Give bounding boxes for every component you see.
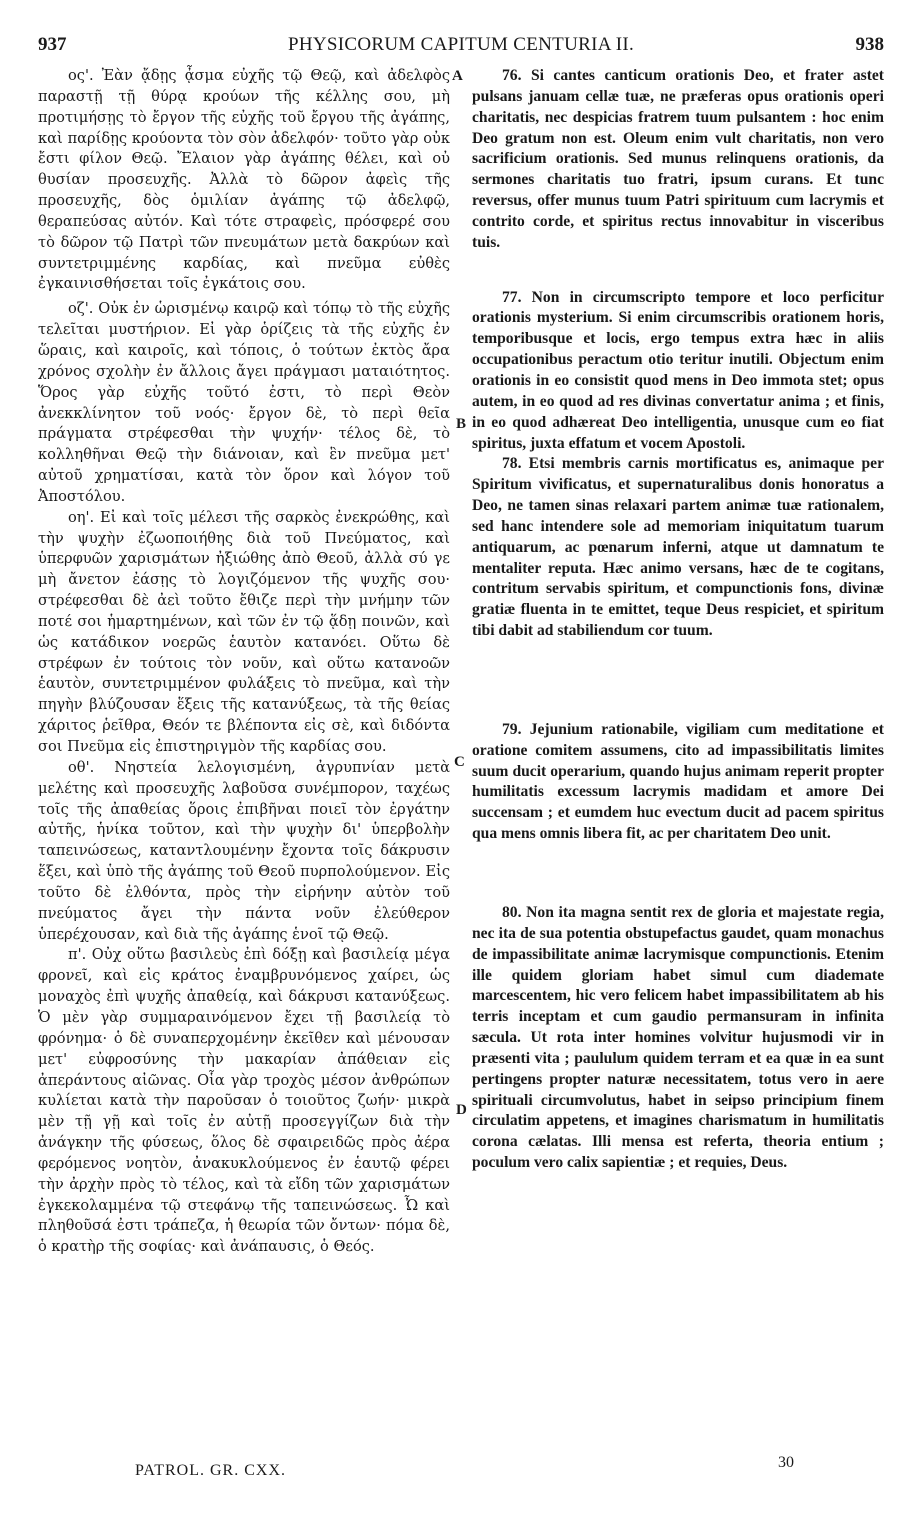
- greek-paragraph-76: ος'. Ἐὰν ᾄδῃς ᾆσμα εὐχῆς τῷ Θεῷ, καὶ ἀδελφὸς παραστῇ τῇ θύρᾳ κρούων τῆς κέλλης σου, μὴ προτιμήσῃς τὸ ἔργον τῆς εὐχῆς τοῦ ἔργου τῆς ἀγάπης, καὶ παρίδῃς κρούοντα τὸν σὸν ἀδελφόν· τοῦτο γὰρ οὐκ ἔστι φίλον Θεῷ. Ἔλαιον γὰρ ἀγάπης θέλει, καὶ οὐ θυσίαν προσευχῆς. Ἀλλὰ τὸ δῶρον ἀφεὶς τῆς προσευχῆς, δὸς ὁμιλίαν ἀγάπης τῷ ἀδελφῷ, θεραπεύσας αὐτόν. Καὶ τότε στραφεὶς, πρόσφερέ σου τὸ δῶρον τῷ Πατρὶ τῶν πνευμάτων μετὰ δακρύων καὶ συντετριμμένης καρδίας, καὶ πνεῦμα εὐθὲς ἐγκαινισθήσεται τοῖς ἐγκάτοις σου.: [38, 67, 450, 293]
- latin-paragraph-78: 78. Etsi membris carnis mortificatus es, animaque per Spiritum vivificatus, et supernaturalibus donis honoratus a Deo, ne tamen sinas relaxari partem animæ tuæ rationalem, sed hanc intendere sole ad memoriam iniquitatum tuarum antiquarum, ac pœnarum inferni, atque ut damnatum te mentaliter reputa. Hæc animo versans, hæc de te cogitans, contritum servabis spiritum, et compunctionis fons, divinæ gratiæ fluenta in te emittet, teque Deus respiciet, et spiritum tibi dabit ad stabiliendum cor tuum.: [472, 455, 884, 640]
- latin-paragraph-76: 76. Si cantes canticum orationis Deo, et frater astet pulsans januam cellæ tuæ, ne præferas opus orationis operi charitatis, nec despicias fratrem tuum pulsantem : hoc enim Deo gratum non est. Oleum enim vult charitatis, non vero sacrificium orationis. Sed munus relinquens orationis, da sermones charitatis tuo fratri, ipsum curans. Et tunc reversus, offer munus tuum Patri spirituum cum lacrymis et contrito corde, et spiritus rectus innovabitur in visceribus tuis.: [472, 67, 884, 251]
- margin-letter-a: A: [452, 68, 463, 84]
- latin-column: [472, 66, 884, 1174]
- latin-paragraph-77: 77. Non in circumscripto tempore et loco perficitur orationis mysterium. Si enim circumscribis orationem horis, temporibusque et locis, ergo tempus extra hæc in aliis occupationibus peractum otio teritur inutili. Objectum enim orationis in eo consistit quod mens in Deo immota stet; opus autem, in eo quod ad res divinas convertatur anima ; et finis, in eo quod adhæreat Deo intelligentia, unusque cum eo fiat spiritus, juxta effatum et vocem Apostoli.: [472, 288, 884, 452]
- greek-paragraph-77: οζ'. Οὐκ ἐν ὡρισμένῳ καιρῷ καὶ τόπῳ τὸ τῆς εὐχῆς τελεῖται μυστήριον. Εἰ γὰρ ὁρίζεις τὰ τῆς εὐχῆς ἐν ὥραις, καὶ καιροῖς, καὶ τόποις, ὁ τούτων ἐκτὸς ἄρα χρόνος σχολὴν ἐν ἄλλοις ἄγει πράγμασι ματαιότητος. Ὅρος γὰρ εὐχῆς τοῦτό ἐστι, τὸ περὶ Θεὸν ἀνεκκλίνητον τοῦ νοός· ἔργον δὲ, τὸ περὶ θεῖα πράγματα στρέφεσθαι τὴν ψυχήν· τέλος δὲ, τὸ κολληθῆναι Θεῷ τὴν διάνοιαν, καὶ ἓν πνεῦμα μετ' αὐτοῦ χρηματίσαι, κατὰ τὸν ὅρον καὶ λόγον τοῦ Ἀποστόλου.: [38, 300, 450, 505]
- running-header: [38, 34, 884, 60]
- margin-letter-b: B: [456, 416, 467, 432]
- margin-letter-c: C: [454, 754, 465, 770]
- latin-paragraph-79: 79. Jejunium rationabile, vigiliam cum meditatione et oratione comitem assumens, cito ad impassibilitatis limites suum ducit operarium, quando hujus animam reperit propter humilitatis excessum lacrymis madidam et amore Dei succensam ; et eumdem huc evectum ducit ad pacem spiritus qua mens omnis libera fit, ac per charitatem Deo unit.: [472, 720, 884, 843]
- page-number-right: 938: [855, 34, 884, 55]
- greek-column: [38, 66, 450, 1258]
- greek-paragraph-78: οη'. Εἰ καὶ τοῖς μέλεσι τῆς σαρκὸς ἐνεκρώθης, καὶ τὴν ψυχὴν ἐζωοποιήθης διὰ τοῦ Πνεύματος, καὶ ὑπερφυῶν χαρισμάτων ἠξιώθης ἀπὸ Θεοῦ, ἀλλὰ σύ γε μὴ ἄνετον ἐάσῃς τὸ λογιζόμενον τῆς ψυχῆς σου· στρέφεσθαι δὲ ἀεὶ τοῦτο ἔθιζε περὶ τὴν μνήμην τῶν ποτέ σοι ἡμαρτημένων, καὶ τῶν ἐν τῷ ᾅδῃ ποινῶν, καὶ ὡς κατάδικον νοερῶς ἑαυτὸν κατανόει. Οὕτω δὲ στρέφων ἐν τούτοις τὸν νοῦν, καὶ οὕτω κατανοῶν ἑαυτὸν, συντετριμμένον φυλάξεις τὸ πνεῦμα, καὶ τὴν πηγὴν βλύζουσαν ἕξεις τῆς κατανύξεως, τὰ τῆς θείας χάριτος ῥεῖθρα, Θεόν τε βλέποντα εἰς σὲ, καὶ διδόντα σοι Πνεῦμα εἰς ἐπιστηριγμὸν τῆς καρδίας σου.: [38, 508, 450, 755]
- latin-paragraph-80: 80. Non ita magna sentit rex de gloria et majestate regia, nec ita de sua potentia obstupefactus gaudet, quam monachus de impassibilitate animæ lacrymisque compunctionis. Etenim ille quidem gloriam habet simul cum diademate marcescentem, hic vero felicem habet impassibilitatem ab his terris inceptam et cum gaudio permansuram in infinita sæcula. Ut rota inter homines volvitur hujusmodi vir in præsenti vita ; paululum quidem terram et ea quæ in ea sunt pertingens propter naturæ necessitatem, totus vero in aere spirituali circumvolutus, habet in seipso principium finem circulatim appetens, et imagines charismatum in humilitatis corona cælatas. Illi mensa est referta, theoria entium ; poculum vero calix sapientiæ ; et requies, Deus.: [472, 904, 884, 1172]
- footer-series-label: PATROL. GR. CXX.: [135, 1462, 286, 1479]
- footer-signature-number: 30: [778, 1454, 794, 1471]
- greek-paragraph-80: π'. Οὐχ οὕτω βασιλεὺς ἐπὶ δόξῃ καὶ βασιλείᾳ μέγα φρονεῖ, καὶ εἰς κράτος ἐναμβρυνόμενος χαίρει, ὡς μοναχὸς ἐπὶ ψυχῆς ἀπαθείᾳ, καὶ δάκρυσι κατανύξεως. Ὁ μὲν γὰρ συμμαραινόμενον ἔχει τῇ βασιλείᾳ τὸ φρόνημα· ὁ δὲ συναπερχομένην ἐκεῖθεν καὶ μένουσαν μετ' εὐφροσύνης τὴν μακαρίαν ἀπάθειαν εἰς ἀπεράντους αἰῶνας. Οἷα γὰρ τροχὸς μέσον ἀνθρώπων κυλίεται κατὰ τὴν παροῦσαν ὁ τοιοῦτος ζωήν· μικρὰ μὲν τῇ γῇ καὶ τοῖς ἐν αὐτῇ προσεγγίζων διὰ τὴν ἀνάγκην τῆς φύσεως, ὅλος δὲ σφαιρειδῶς πρὸς ἀέρα φερόμενος νοητὸν, ἀνακυκλούμενος ἐν ἑαυτῷ φέρει τὴν ἀρχὴν πρὸς τὸ τέλος, καὶ τὰ εἴδη τῶν χαρισμάτων ἐγκεκολαμμένα τῷ στεφάνῳ τῆς ταπεινώσεως. Ὦ καὶ πληθοῦσά ἐστι τράπεζα, ἡ θεωρία τῶν ὄντων· πόμα δὲ, ὁ κρατὴρ τῆς σοφίας· καὶ ἀνάπαυσις, ὁ Θεός.: [38, 946, 450, 1256]
- page-number-left: 937: [38, 34, 67, 55]
- greek-paragraph-79: οθ'. Νηστεία λελογισμένη, ἀγρυπνίαν μετὰ μελέτης καὶ προσευχῆς λαβοῦσα συνέμπορον, ταχέως τοῖς τῆς ἀπαθείας ὅροις ἐπιβῆναι ποιεῖ τὸν ἐργάτην αὐτῆς, ἡνίκα τοῦτον, καὶ τὴν ψυχὴν δι' ὑπερβολὴν ταπεινώσεως, καταντλουμένην ἔχοντα τοῖς δάκρυσιν ἕξει, καὶ ὑπὸ τῆς ἀγάπης τοῦ Θεοῦ πυρπολούμενον. Εἰς τοῦτο δὲ ἐλθόντα, πρὸς τὴν εἰρήνην αὐτὸν τοῦ πνεύματος ἄγει τὴν πάντα νοῦν ἐλεύθερον ὑπερέχουσαν, καὶ διὰ τῆς ἀγάπης ἑνοῖ τῷ Θεῷ.: [38, 758, 450, 943]
- margin-letter-d: D: [456, 1102, 467, 1118]
- running-title: PHYSICORUM CAPITUM CENTURIA II.: [287, 34, 635, 55]
